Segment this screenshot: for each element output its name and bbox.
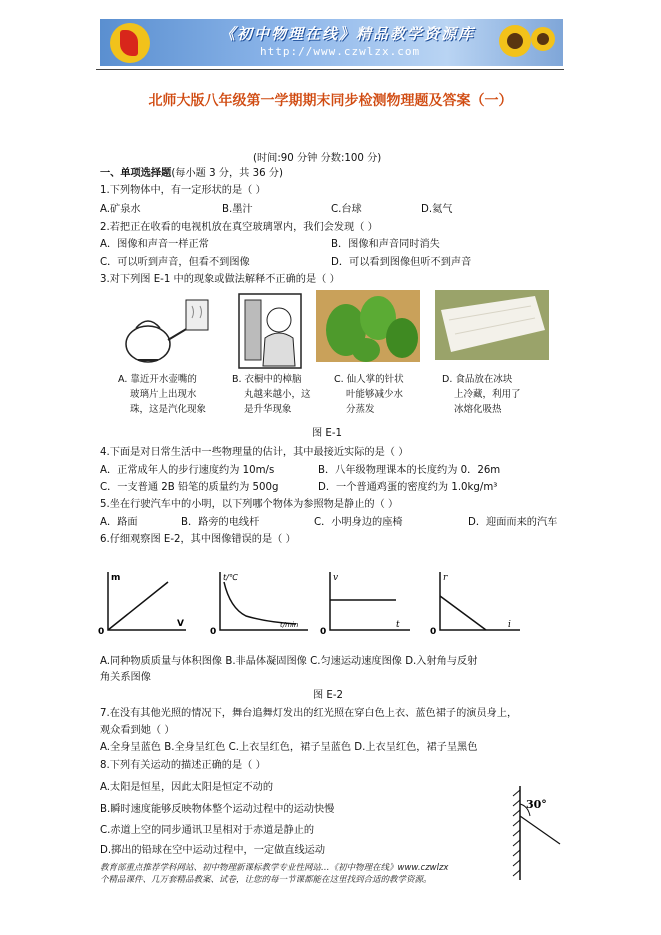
angle-label: 30° [526, 798, 547, 811]
question-7-stem-line2: 观众看到她（ ） [100, 725, 175, 736]
q4-option-c: C．一支普通 2B 铅笔的质量约为 500g [100, 482, 279, 493]
graph-reflection-angle [428, 568, 524, 638]
q2-option-b: B．图像和声音同时消失 [331, 239, 440, 250]
question-6-stem: 6.仔细观察图 E-2，其中图像错误的是（ ） [100, 534, 296, 545]
q6-options-line2: 角关系图像 [100, 672, 151, 683]
q8-option-d: D.掷出的铅球在空中运动过程中，一定做直线运动 [100, 845, 326, 856]
graph-solidification [208, 568, 312, 638]
q1-option-b: B.墨汁 [222, 204, 253, 215]
q1-option-d: D.氦气 [421, 204, 453, 215]
header-banner [100, 19, 563, 66]
section-note: (每小题 3 分，共 36 分) [171, 168, 283, 179]
kettle-picture [108, 290, 218, 368]
q7-options: A.全身呈蓝色 B.全身呈红色 C.上衣呈红色，裙子呈蓝色 D.上衣呈红色，裙子呈黑色 [100, 742, 478, 753]
time-score: (时间:90 分钟 分数:100 分) [253, 153, 382, 164]
graph-d-y-label: r [443, 573, 448, 583]
page-title: 北师大版八年级第一学期期末同步检测物理题及答案（一） [148, 93, 513, 109]
q3-caption-d-line: D. 食品放在冰块 [442, 374, 513, 385]
q3-caption-c-line: 分蒸发 [346, 404, 375, 415]
banner-title: 《初中物理在线》精品教学资源库 [220, 25, 476, 43]
graph-d-x-label: i [508, 620, 511, 630]
figure-e1-label: 图 E-1 [312, 428, 343, 439]
q3-caption-c-line: 叶能够减少水 [346, 389, 404, 400]
q2-option-d: D．可以看到图像但听不到声音 [331, 257, 472, 268]
question-7-stem-line1: 7.在没有其他光照的情况下，舞台追舞灯发出的红光照在穿白色上衣、蓝色裙子的演员身上， [100, 708, 518, 719]
graph-a-x-label: V [177, 619, 184, 629]
graph-c-y-label: v [333, 573, 339, 583]
header-divider [96, 69, 564, 70]
q8-option-b: B.瞬时速度能够反映物体整个运动过程中的运动快慢 [100, 804, 335, 815]
graph-a-y-label: m [111, 573, 121, 583]
q3-caption-d-line: 冰熔化吸热 [454, 404, 502, 415]
q2-option-a: A．图像和声音一样正常 [100, 239, 209, 250]
q3-caption-a-line: A. 靠近开水壶嘴的 [118, 374, 197, 385]
question-5-stem: 5.坐在行驶汽车中的小明，以下列哪个物体为参照物是静止的（ ） [100, 499, 399, 510]
q4-option-b: B．八年级物理课本的长度约为 0．26m [318, 465, 501, 476]
q4-option-a: A．正常成年人的步行速度约为 10m/s [100, 465, 275, 476]
graph-uniform-velocity [318, 568, 414, 638]
food-on-ice-picture [435, 290, 549, 360]
graph-c-x-label: t [396, 620, 400, 630]
section-heading [100, 167, 283, 180]
question-1-stem: 1.下列物体中，有一定形状的是（ ） [100, 185, 266, 196]
q3-caption-c [334, 372, 404, 417]
q5-option-d: D．迎面而来的汽车 [468, 517, 558, 528]
q5-option-b: B．路旁的电线杆 [181, 517, 260, 528]
q5-option-a: A．路面 [100, 517, 138, 528]
q8-option-c: C.赤道上空的同步通讯卫星相对于赤道是静止的 [100, 825, 315, 836]
logo-mark-icon [120, 30, 138, 56]
footer-line-2: 个精品课件、几万套精品教案、试卷，让您的每一节课都能在这里找到合适的教学资源。 [100, 875, 432, 885]
question-3-stem: 3.对下列图 E-1 中的现象或做法解释不正确的是（ ） [100, 274, 340, 285]
graph-b-x-label: t/min [280, 621, 299, 629]
q3-caption-a [118, 372, 206, 417]
graph-a-origin: 0 [98, 627, 105, 637]
sunflower-icon [495, 21, 557, 63]
q3-caption-d-line: 上冷藏，利用了 [454, 389, 521, 400]
graph-c-origin: 0 [320, 627, 327, 637]
q2-option-c: C．可以听到声音，但看不到图像 [100, 257, 250, 268]
q1-option-c: C.台球 [331, 204, 362, 215]
figure-e2-label: 图 E-2 [313, 690, 344, 701]
question-8-stem: 8.下列有关运动的描述正确的是（ ） [100, 760, 266, 771]
q3-caption-c-line: C. 仙人掌的针状 [334, 374, 404, 385]
mirror-incidence-diagram [508, 782, 568, 882]
graph-b-origin: 0 [210, 627, 217, 637]
graph-mass-volume [98, 568, 190, 638]
q6-options-line1: A.同种物质质量与体积图像 B.非晶体凝固图像 C.匀速运动速度图像 D.入射角与反射 [100, 656, 478, 667]
graph-b-y-label: t/℃ [223, 573, 238, 582]
q4-option-d: D．一个普通鸡蛋的密度约为 1.0kg/m³ [318, 482, 498, 493]
q3-caption-a-line: 珠，这是汽化现象 [130, 404, 207, 415]
q3-caption-b-line: 丸越来越小，这 [244, 389, 311, 400]
q3-caption-d [442, 372, 521, 417]
q3-caption-a-line: 玻璃片上出现水 [130, 389, 197, 400]
cactus-picture [316, 290, 420, 362]
banner-url[interactable]: http://www.czwlzx.com [260, 45, 421, 58]
q1-option-a: A.矿泉水 [100, 204, 141, 215]
section-label: 一、单项选择题 [100, 168, 172, 179]
question-2-stem: 2.若把正在收看的电视机放在真空玻璃罩内，我们会发现（ ） [100, 222, 378, 233]
q8-option-a: A.太阳是恒星，因此太阳是恒定不动的 [100, 782, 274, 793]
q3-caption-b-line: 是升华现象 [244, 404, 292, 415]
q5-option-c: C．小明身边的座椅 [314, 517, 403, 528]
footer-line-1: 教育部重点推荐学科网站、初中物理新课标教学专业性网站…《初中物理在线》www.czwlzx [100, 863, 449, 873]
question-4-stem: 4.下面是对日常生活中一些物理量的估计，其中最接近实际的是（ ） [100, 447, 409, 458]
footer [100, 862, 448, 886]
q3-caption-b [232, 372, 311, 417]
graph-d-origin: 0 [430, 627, 437, 637]
wardrobe-picture [235, 288, 305, 370]
q3-caption-b-line: B. 衣橱中的樟脑 [232, 374, 302, 385]
